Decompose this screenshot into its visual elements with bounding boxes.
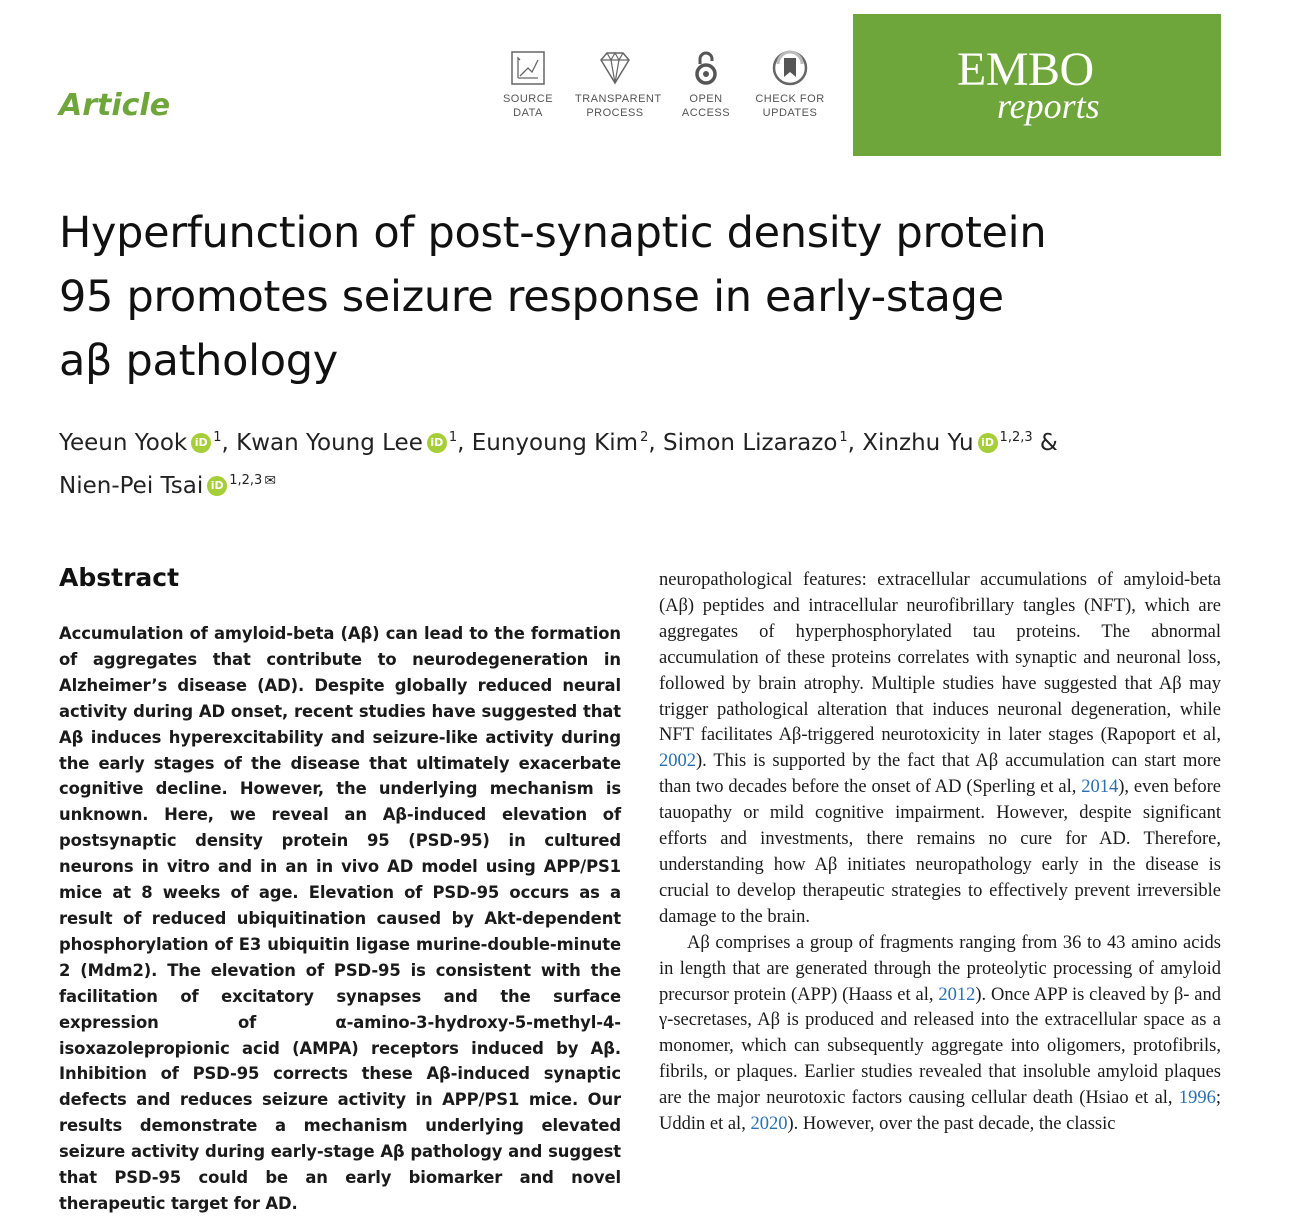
author-line-1 <box>59 419 1159 462</box>
journal-name: EMBO <box>957 43 1094 96</box>
author-name[interactable]: Xinzhu Yu <box>862 430 974 456</box>
author-affiliation: 1 <box>839 430 848 445</box>
author-name[interactable]: Eunyoung Kim <box>471 430 639 456</box>
abstract-text: Accumulation of amyloid-beta (Aβ) can lead to the formation of aggregates that contribute to neurodegeneration in Alzheimer’s disease (AD). Despite globally reduced neural activity during AD onset, recent studies have suggested that Aβ induces hyperexcitability and seizure-like activity during the early stages of the disease that ultimately exacerbate cognitive decline. However, the underlying mechanism is unknown. Here, we reveal an Aβ-induced elevation of postsynaptic density protein 95 (PSD-95) in cultured neurons in vitro and in an in vivo AD model using APP/PS1 mice at 8 weeks of age. Elevation of PSD-95 occurs as a result of reduced ubiquitination caused by Akt-dependent phosphorylation of E3 ubiquitin ligase murine-double-minute 2 (Mdm2). The elevation of PSD-95 is consistent with the facilitation of excitatory synapses and the surface expression of α-amino-3-hydroxy-5-methyl-4-isoxazolepropionic acid (AMPA) receptors induced by Aβ. Inhibition of PSD-95 corrects these Aβ-induced synaptic defects and reduces seizure activity in APP/PS1 mice. Our results demonstrate a mechanism underlying elevated seizure activity during early-stage Aβ pathology and suggest that PSD-95 could be an early biomarker and novel therapeutic target for AD. <box>59 624 621 1213</box>
check-for-updates-label: CHECK FOR UPDATES <box>755 93 825 119</box>
author-separator: & <box>1032 430 1058 456</box>
article-title <box>59 201 1139 393</box>
article-label: Article <box>59 88 171 123</box>
author-affiliation: 1,2,3 <box>229 473 263 488</box>
author-list <box>59 419 1159 505</box>
body-text: ). However, over the past decade, the classic <box>787 1114 1116 1135</box>
author-name[interactable]: Simon Lizarazo <box>662 430 838 456</box>
title-line: Hyperfunction of post-synaptic density protein <box>59 208 1047 258</box>
author-name[interactable]: Yeeun Yook <box>59 430 188 456</box>
transparent-process-label: TRANSPARENT PROCESS <box>575 93 662 119</box>
author-affiliation: 1 <box>213 430 222 445</box>
transparent-process-badge[interactable] <box>575 50 662 120</box>
body-text: neuropathological features: extracellular accumulations of amyloid-beta (Aβ) peptides and intracellular neurofibrillary tangles (NFT), which are aggregates of hyperphosphorylated tau proteins. The abnormal accumulation of these proteins correlates with synaptic and neuronal loss, followed by brain atrophy. Multiple studies have suggested that Aβ may trigger pathological alteration that induces neuronal degeneration, while NFT facilitates Aβ-triggered neurotoxicity in later stages (Rapoport et al, <box>659 570 1221 746</box>
badge-row <box>488 50 828 130</box>
author-line-2 <box>59 462 1159 505</box>
orcid-icon[interactable]: iD <box>207 476 227 496</box>
check-for-updates-icon <box>771 50 809 86</box>
author-affiliation: 1 <box>448 430 458 445</box>
open-access-label: OPEN ACCESS <box>681 93 731 119</box>
orcid-icon[interactable]: iD <box>191 433 211 453</box>
journal-logo[interactable] <box>853 14 1221 156</box>
body-text: ), even before tauopathy or mild cognitive impairment. However, despite significant efforts and investments, there remains no cure for AD. Therefore, understanding how Aβ initiates neuropathology early in the disease is crucial to develop therapeutic strategies to effectively prevent irreversible damage to the brain. <box>659 777 1221 927</box>
orcid-icon[interactable]: iD <box>978 433 998 453</box>
citation-link[interactable]: 2020 <box>750 1114 788 1135</box>
citation-link[interactable]: 1996 <box>1178 1088 1216 1109</box>
title-line: aβ pathology <box>59 336 338 386</box>
source-data-badge[interactable] <box>488 50 568 120</box>
journal-subtitle: reports <box>997 86 1100 126</box>
author-affiliation: 1,2,3 <box>999 430 1033 445</box>
citation-link[interactable]: 2002 <box>659 751 696 772</box>
body-text: ; Uddin et al, <box>659 1088 1221 1135</box>
orcid-icon[interactable]: iD <box>427 433 447 453</box>
author-affiliation: 2 <box>640 430 649 445</box>
abstract-heading: Abstract <box>59 563 180 592</box>
author-separator: , <box>847 430 863 456</box>
author-separator: , <box>648 430 663 456</box>
title-line: 95 promotes seizure response in early-stage <box>59 272 1004 322</box>
envelope-icon[interactable]: ✉ <box>264 473 277 489</box>
citation-link[interactable]: 2014 <box>1081 777 1119 798</box>
body-paragraph <box>659 568 1221 931</box>
body-text: ). This is supported by the fact that Aβ accumulation can start more than two decades before the onset of AD (Sperling et al, <box>659 751 1221 798</box>
body-column <box>659 568 1221 1138</box>
body-text: Aβ comprises a group of fragments ranging from 36 to 43 amino acids in length that are generated through the proteolytic processing of amyloid precursor protein (APP) (Haass et al, <box>659 932 1221 1005</box>
source-data-label: SOURCE DATA <box>502 93 554 119</box>
body-paragraph <box>659 931 1221 1138</box>
transparent-process-icon <box>593 50 637 86</box>
author-separator: , <box>457 430 472 456</box>
author-separator: , <box>221 430 237 456</box>
author-name[interactable]: Nien-Pei Tsai <box>59 473 204 499</box>
open-access-icon <box>691 50 721 86</box>
author-name[interactable]: Kwan Young Lee <box>236 430 423 456</box>
open-access-badge[interactable] <box>666 50 746 120</box>
check-for-updates-badge[interactable] <box>750 50 830 120</box>
citation-link[interactable]: 2012 <box>938 984 976 1005</box>
body-text: ). Once APP is cleaved by β- and γ-secretases, Aβ is produced and released into the extracellular space as a monomer, which can subsequently aggregate into oligomers, protofibrils, fibrils, or plaques. Earlier studies revealed that insoluble amyloid plaques are the major neurotoxic factors causing cellular death (Hsiao et al, <box>659 984 1221 1109</box>
source-data-icon <box>508 50 548 86</box>
